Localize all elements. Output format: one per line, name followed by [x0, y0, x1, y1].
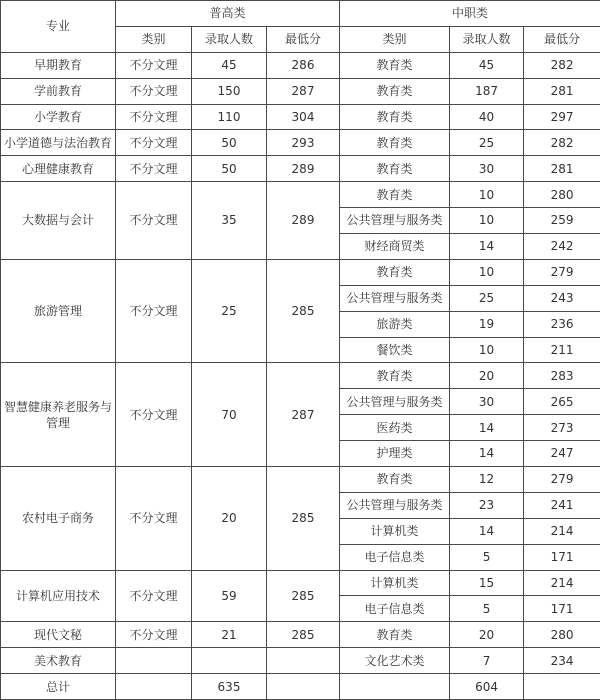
table-row — [1, 467, 600, 493]
zz-admitted-cell: 40 — [450, 104, 524, 130]
zz-admitted-cell: 20 — [450, 363, 524, 389]
pg-admitted-cell: 45 — [192, 52, 267, 78]
zz-category-cell: 计算机类 — [340, 518, 450, 544]
zz-category-cell: 旅游类 — [340, 311, 450, 337]
pg-admitted-header: 录取人数 — [192, 26, 267, 52]
pg-min-score-cell: 289 — [267, 182, 340, 260]
pg-min-score-cell: 287 — [267, 363, 340, 467]
zz-admitted-cell: 15 — [450, 570, 524, 596]
zz-category-cell: 护理类 — [340, 441, 450, 467]
zz-category-cell: 教育类 — [340, 52, 450, 78]
pg-category-cell — [116, 648, 192, 674]
pg-admitted-cell: 59 — [192, 570, 267, 622]
pg-admitted-cell: 50 — [192, 130, 267, 156]
zz-min-score-header: 最低分 — [524, 26, 600, 52]
pg-category-cell: 不分文理 — [116, 52, 192, 78]
zz-category-cell: 教育类 — [340, 467, 450, 493]
zz-category-cell: 医药类 — [340, 415, 450, 441]
pg-category-cell: 不分文理 — [116, 104, 192, 130]
table-body — [1, 52, 600, 699]
zz-admitted-cell: 5 — [450, 596, 524, 622]
zz-min-score-cell: 279 — [524, 259, 600, 285]
zz-category-cell — [340, 674, 450, 700]
zz-category-cell: 教育类 — [340, 182, 450, 208]
zz-min-score-cell: 234 — [524, 648, 600, 674]
major-cell: 农村电子商务 — [1, 467, 116, 571]
zz-category-cell: 文化艺术类 — [340, 648, 450, 674]
zz-category-cell: 公共管理与服务类 — [340, 208, 450, 234]
zz-min-score-cell: 243 — [524, 285, 600, 311]
zz-min-score-cell: 214 — [524, 570, 600, 596]
pg-category-cell: 不分文理 — [116, 78, 192, 104]
zz-min-score-cell: 241 — [524, 492, 600, 518]
pg-category-cell: 不分文理 — [116, 570, 192, 622]
zz-admitted-cell: 14 — [450, 518, 524, 544]
pg-admitted-cell: 35 — [192, 182, 267, 260]
pg-min-score-cell: 285 — [267, 570, 340, 622]
zz-admitted-cell: 7 — [450, 648, 524, 674]
pg-min-score-cell — [267, 674, 340, 700]
zz-category-cell: 公共管理与服务类 — [340, 492, 450, 518]
major-cell: 小学教育 — [1, 104, 116, 130]
zz-admitted-cell: 10 — [450, 208, 524, 234]
zz-min-score-cell: 280 — [524, 182, 600, 208]
table-row — [1, 182, 600, 208]
table-row — [1, 622, 600, 648]
table-row — [1, 78, 600, 104]
table-row — [1, 130, 600, 156]
zz-category-cell: 教育类 — [340, 622, 450, 648]
zz-admitted-cell: 20 — [450, 622, 524, 648]
major-cell: 旅游管理 — [1, 259, 116, 363]
zz-admitted-cell: 14 — [450, 234, 524, 260]
major-cell: 美术教育 — [1, 648, 116, 674]
pg-min-score-cell: 286 — [267, 52, 340, 78]
zz-min-score-cell: 283 — [524, 363, 600, 389]
pg-category-cell: 不分文理 — [116, 259, 192, 363]
pg-min-score-cell: 287 — [267, 78, 340, 104]
zz-admitted-cell: 30 — [450, 389, 524, 415]
major-cell: 心理健康教育 — [1, 156, 116, 182]
major-cell: 智慧健康养老服务与管理 — [1, 363, 116, 467]
pg-min-score-cell: 285 — [267, 467, 340, 571]
zz-admitted-cell: 25 — [450, 130, 524, 156]
table-row — [1, 674, 600, 700]
zz-category-cell: 计算机类 — [340, 570, 450, 596]
zz-category-cell: 教育类 — [340, 363, 450, 389]
pg-admitted-cell: 150 — [192, 78, 267, 104]
zz-min-score-cell: 281 — [524, 156, 600, 182]
major-cell: 学前教育 — [1, 78, 116, 104]
zz-min-score-cell: 211 — [524, 337, 600, 363]
zz-admitted-cell: 5 — [450, 544, 524, 570]
zz-category-cell: 教育类 — [340, 78, 450, 104]
major-cell: 小学道德与法治教育 — [1, 130, 116, 156]
major-cell: 大数据与会计 — [1, 182, 116, 260]
zz-admitted-cell: 14 — [450, 415, 524, 441]
zz-min-score-cell — [524, 674, 600, 700]
pg-admitted-cell: 50 — [192, 156, 267, 182]
zz-admitted-cell: 14 — [450, 441, 524, 467]
zz-admitted-header: 录取人数 — [450, 26, 524, 52]
zz-admitted-cell: 30 — [450, 156, 524, 182]
zz-min-score-cell: 297 — [524, 104, 600, 130]
pg-admitted-cell: 25 — [192, 259, 267, 363]
zz-admitted-cell: 45 — [450, 52, 524, 78]
pg-min-score-cell: 285 — [267, 622, 340, 648]
pg-category-cell: 不分文理 — [116, 622, 192, 648]
pg-category-cell: 不分文理 — [116, 363, 192, 467]
zz-admitted-cell: 604 — [450, 674, 524, 700]
header-row-groups — [1, 1, 600, 27]
zz-category-cell: 教育类 — [340, 259, 450, 285]
pg-admitted-cell: 20 — [192, 467, 267, 571]
table-row — [1, 648, 600, 674]
major-cell: 计算机应用技术 — [1, 570, 116, 622]
zz-min-score-cell: 273 — [524, 415, 600, 441]
zz-min-score-cell: 171 — [524, 596, 600, 622]
pg-category-cell: 不分文理 — [116, 130, 192, 156]
pg-min-score-cell: 285 — [267, 259, 340, 363]
pg-min-score-cell: 289 — [267, 156, 340, 182]
zz-min-score-cell: 282 — [524, 52, 600, 78]
zz-category-cell: 财经商贸类 — [340, 234, 450, 260]
pg-admitted-cell: 21 — [192, 622, 267, 648]
zhongzhi-group-header: 中职类 — [340, 1, 600, 27]
table-row — [1, 104, 600, 130]
zz-min-score-cell: 282 — [524, 130, 600, 156]
zz-min-score-cell: 242 — [524, 234, 600, 260]
zz-category-cell: 公共管理与服务类 — [340, 285, 450, 311]
pg-category-cell: 不分文理 — [116, 182, 192, 260]
zz-admitted-cell: 187 — [450, 78, 524, 104]
pg-min-score-cell: 293 — [267, 130, 340, 156]
zz-category-cell: 教育类 — [340, 130, 450, 156]
major-header: 专业 — [1, 1, 116, 53]
zz-category-cell: 电子信息类 — [340, 544, 450, 570]
zz-min-score-cell: 265 — [524, 389, 600, 415]
zz-admitted-cell: 12 — [450, 467, 524, 493]
pg-min-score-cell — [267, 648, 340, 674]
pg-admitted-cell: 110 — [192, 104, 267, 130]
zz-min-score-cell: 281 — [524, 78, 600, 104]
pg-min-score-header: 最低分 — [267, 26, 340, 52]
table-row — [1, 570, 600, 596]
zz-min-score-cell: 279 — [524, 467, 600, 493]
zz-admitted-cell: 23 — [450, 492, 524, 518]
zz-category-cell: 电子信息类 — [340, 596, 450, 622]
zz-category-cell: 教育类 — [340, 104, 450, 130]
zz-min-score-cell: 259 — [524, 208, 600, 234]
pg-category-cell — [116, 674, 192, 700]
major-cell: 总计 — [1, 674, 116, 700]
zz-category-header: 类别 — [340, 26, 450, 52]
zz-min-score-cell: 214 — [524, 518, 600, 544]
zz-min-score-cell: 236 — [524, 311, 600, 337]
putong-group-header: 普高类 — [116, 1, 340, 27]
pg-category-cell: 不分文理 — [116, 467, 192, 571]
pg-category-header: 类别 — [116, 26, 192, 52]
zz-admitted-cell: 19 — [450, 311, 524, 337]
pg-admitted-cell: 70 — [192, 363, 267, 467]
table-row — [1, 156, 600, 182]
zz-min-score-cell: 247 — [524, 441, 600, 467]
table-row — [1, 259, 600, 285]
pg-admitted-cell: 635 — [192, 674, 267, 700]
table-row — [1, 363, 600, 389]
major-cell: 早期教育 — [1, 52, 116, 78]
pg-category-cell: 不分文理 — [116, 156, 192, 182]
zz-admitted-cell: 25 — [450, 285, 524, 311]
zz-category-cell: 公共管理与服务类 — [340, 389, 450, 415]
pg-admitted-cell — [192, 648, 267, 674]
major-cell: 现代文秘 — [1, 622, 116, 648]
zz-category-cell: 教育类 — [340, 156, 450, 182]
zz-admitted-cell: 10 — [450, 259, 524, 285]
pg-min-score-cell: 304 — [267, 104, 340, 130]
zz-min-score-cell: 280 — [524, 622, 600, 648]
table-header — [1, 1, 600, 53]
table-row — [1, 52, 600, 78]
zz-min-score-cell: 171 — [524, 544, 600, 570]
zz-admitted-cell: 10 — [450, 182, 524, 208]
zz-category-cell: 餐饮类 — [340, 337, 450, 363]
zz-admitted-cell: 10 — [450, 337, 524, 363]
